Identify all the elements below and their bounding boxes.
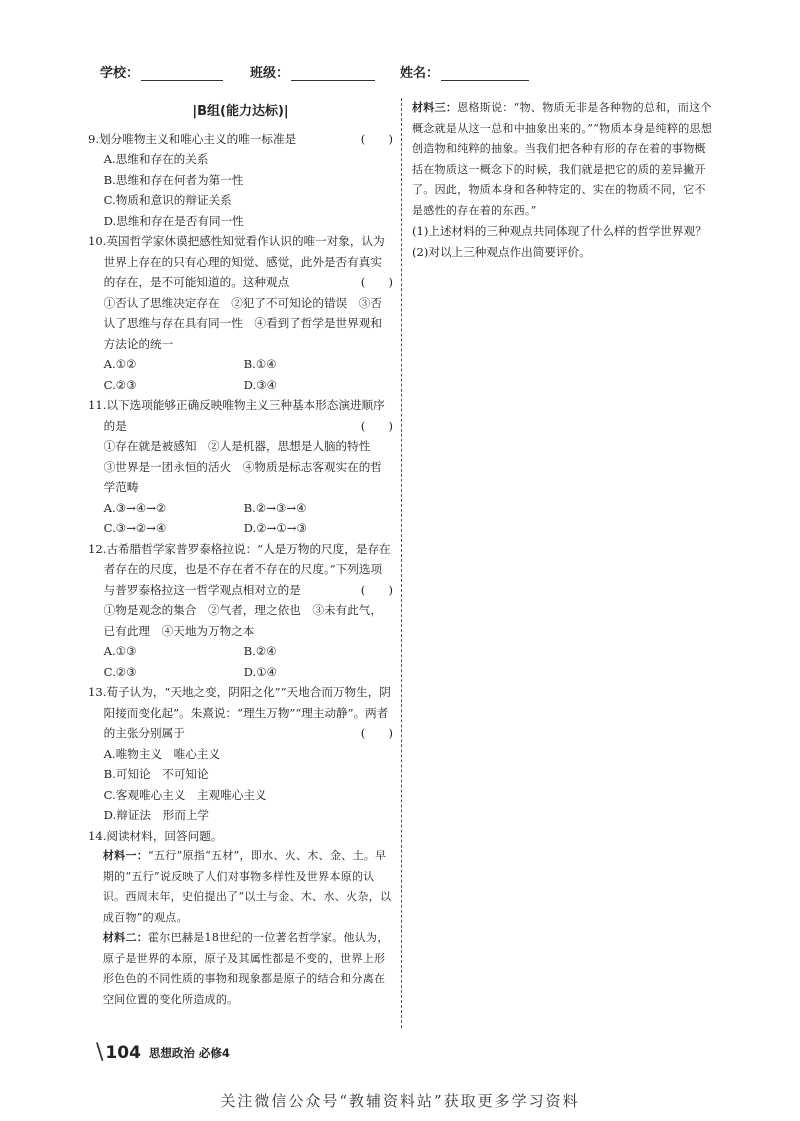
question-stem: 12.古希腊哲学家普罗泰格拉说：“人是万物的尺度，是存在者存在的尺度，也是不存在者不存在的尺度。”下列选项与普罗泰格拉这一哲学观点相对立的是: [88, 541, 391, 597]
question-stem: 11.以下选项能够正确反映唯物主义三种基本形态演进顺序的是: [88, 398, 385, 433]
name-blank[interactable]: [441, 64, 529, 81]
option: D.①④: [243, 664, 278, 679]
name-field: [400, 62, 529, 81]
question-stem: 14.阅读材料，回答问题。: [88, 828, 223, 843]
school-label: 学校：: [100, 66, 140, 81]
answer-paren[interactable]: ( ): [360, 275, 393, 289]
option: D.辩证法 形而上学: [103, 808, 209, 822]
class-label: 班级：: [250, 66, 290, 81]
answer-paren[interactable]: ( ): [360, 418, 393, 433]
student-info-header: [100, 62, 700, 84]
material-3: [412, 98, 714, 221]
option: A.①②: [103, 357, 137, 371]
option: D.思维和存在是否有同一性: [103, 213, 244, 228]
material-text: “五行”原指“五材”，即水、火、木、金、土。早期的“五行”说反映了人们对事物多样性及世界本原的认识。西周末年，史伯提出了“以土与金、木、水、火杂，以成百物”的观点。: [102, 849, 392, 924]
option: C.物质和意识的辩证关系: [103, 193, 232, 207]
question-10: [88, 231, 393, 395]
option: B.②→③→④: [243, 500, 307, 515]
section-title: |B组(能力达标)|: [192, 104, 289, 119]
material-label: 材料二：: [102, 931, 149, 944]
option: C.客观唯心主义 主观唯心主义: [103, 787, 267, 802]
school-blank[interactable]: [141, 64, 223, 81]
option: C.③→②→④: [103, 521, 167, 535]
sub-question-2: (2)对以上三种观点作出简要评价。: [412, 244, 591, 259]
question-stem: 9.划分唯物主义和唯心主义的唯一标准是: [88, 131, 297, 146]
option: A.③→④→②: [103, 500, 167, 515]
option: A.思维和存在的关系: [103, 152, 209, 166]
statement-items: ①物是观念的集合 ②气者，理之依也 ③未有此气，已有此理 ④天地为万物之本: [103, 603, 382, 638]
option: A.唯物主义 唯心主义: [103, 746, 221, 761]
column-divider: [401, 98, 402, 1028]
option: D.③④: [243, 377, 278, 392]
option: C.②③: [103, 377, 137, 392]
question-stem: 10.英国哲学家休谟把感性知觉看作认识的唯一对象，认为世界上存在的只有心理的知觉、感觉，此外是否有真实的存在，是不可能知道的。这种观点: [88, 234, 385, 289]
option: B.①④: [243, 357, 277, 371]
page-footer: [96, 1040, 230, 1065]
question-14: [88, 826, 393, 1011]
question-11: [88, 395, 393, 539]
right-column: [412, 98, 714, 262]
option: C.②③: [103, 664, 137, 679]
answer-paren[interactable]: ( ): [360, 131, 393, 146]
sub-question-1: (1)上述材料的三种观点共同体现了什么样的哲学世界观？: [412, 224, 707, 238]
bottom-note: 关注微信公众号“教辅资料站”获取更多学习资料: [220, 1092, 580, 1110]
statement-items: ①存在就是被感知 ②人是机器，思想是人脑的特性 ③世界是一团永恒的活火 ④物质是标志客观实在的哲学范畴: [103, 439, 382, 494]
book-title: 思想政治 必修4: [148, 1045, 230, 1060]
page-number: 104: [105, 1042, 141, 1063]
material-text: 恩格斯说：“物、物质无非是各种物的总和，而这个概念就是从这一总和中抽象出来的。”“物质本身是纯粹的思想创造物和纯粹的抽象。当我们把各种有形的存在着的事物概括在物质这一概念下的时候，我们就是把它的质的差异撇开了。因此，物质本身和各种特定的、实在的物质不同，它不是感性的存在着的东西。”: [412, 101, 713, 217]
answer-paren[interactable]: ( ): [360, 726, 393, 740]
name-label: 姓名：: [400, 66, 440, 81]
option: B.可知论 不可知论: [103, 767, 209, 781]
statement-items: ①否认了思维决定存在 ②犯了不可知论的错误 ③否认了思维与存在具有同一性 ④看到了哲学是世界观和方法论的统一: [103, 295, 382, 351]
material-text: 霍尔巴赫是18世纪的一位著名哲学家。他认为，原子是世界的本原，原子及其属性都是不变的，世界上形形色色的不同性质的事物和现象都是原子的结合和分离在空间位置的变化所造成的。: [102, 931, 389, 1006]
question-stem: 13.荀子认为，“天地之变，阴阳之化”“天地合而万物生，阴阳接而变化起”。朱熹说：“理生万物”“理主动静”。两者的主张分别属于: [88, 685, 391, 740]
material-2: [88, 928, 393, 1010]
option: B.②④: [243, 644, 277, 658]
option: A.①③: [103, 644, 137, 658]
option: B.思维和存在何者为第一性: [103, 172, 244, 187]
question-9: [88, 129, 393, 232]
material-1: [88, 846, 393, 928]
material-label: 材料一：: [102, 849, 149, 862]
question-12: [88, 539, 393, 683]
footer-slash-icon: \: [96, 1040, 104, 1065]
class-field: [250, 62, 375, 81]
material-label: 材料三：: [412, 101, 458, 114]
class-blank[interactable]: [291, 64, 375, 81]
answer-paren[interactable]: ( ): [360, 582, 393, 597]
school-field: [100, 62, 223, 81]
question-13: [88, 682, 393, 826]
option: D.②→①→③: [243, 521, 307, 535]
left-column: [88, 98, 393, 1010]
